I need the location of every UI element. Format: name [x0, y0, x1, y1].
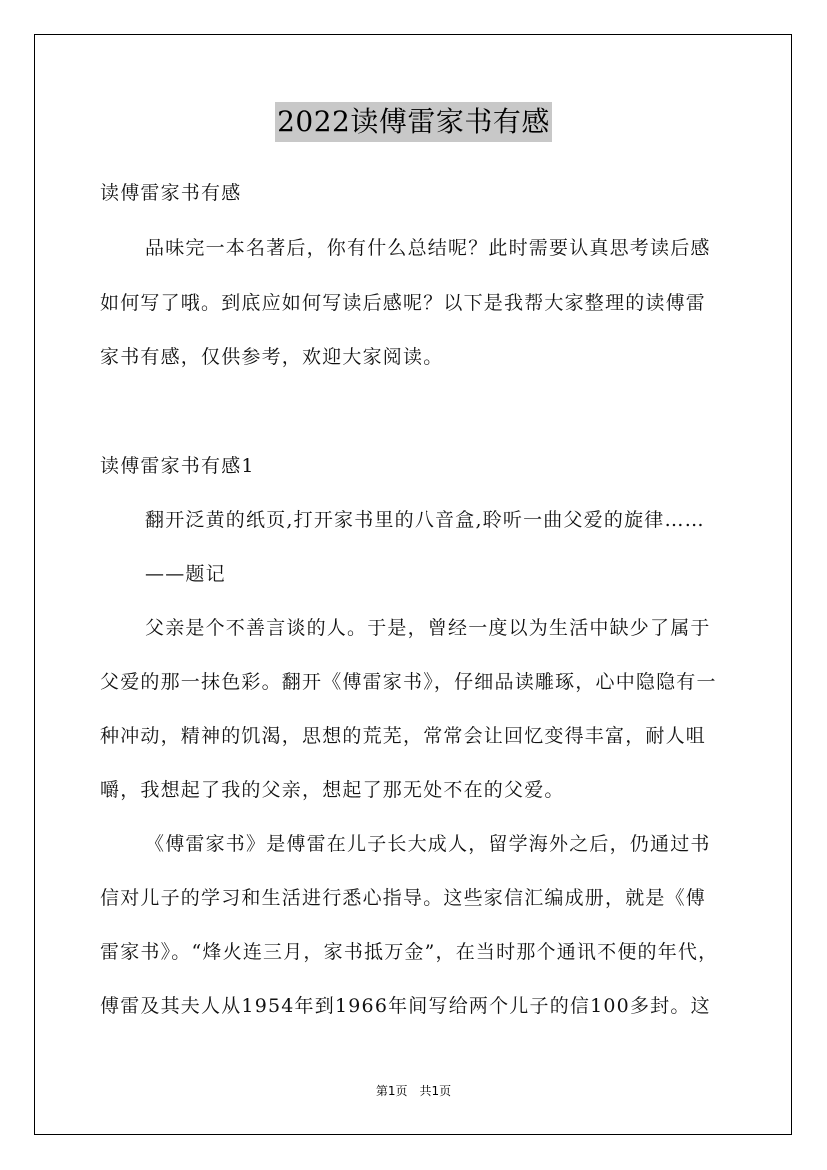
- intro-line: 家书有感，仅供参考，欢迎大家阅读。: [100, 346, 444, 368]
- page-number: 第1页 共1页: [375, 1084, 452, 1098]
- paragraph-line: 嚼，我想起了我的父亲，想起了那无处不在的父爱。: [100, 779, 565, 801]
- paragraph-line: 《傅雷家书》是傅雷在儿子长大成人，留学海外之后，仍通过书: [145, 833, 711, 855]
- paragraph-line: 种冲动，精神的饥渴，思想的荒芜，常常会让回忆变得丰富，耐人咀: [100, 725, 707, 747]
- paragraph-line: 父亲是个不善言谈的人。于是，曾经一度以为生活中缺少了属于: [145, 617, 711, 639]
- section-heading: 读傅雷家书有感1: [100, 455, 255, 477]
- document-title: 2022读傅雷家书有感: [275, 102, 552, 142]
- epigraph: 翻开泛黄的纸页,打开家书里的八音盒,聆听一曲父爱的旋律……: [145, 509, 705, 531]
- intro-line: 如何写了哦。到底应如何写读后感呢？以下是我帮大家整理的读傅雷: [100, 292, 707, 314]
- paragraph-line: 雷家书》。“烽火连三月，家书抵万金”，在当时那个通讯不便的年代，: [100, 941, 719, 963]
- title-wrap: [0, 102, 827, 142]
- subtitle: 读傅雷家书有感: [100, 182, 242, 204]
- epigraph-source: ——题记: [145, 563, 226, 585]
- paragraph-line: 父爱的那一抹色彩。翻开《傅雷家书》，仔细品读雕琢，心中隐隐有一: [100, 671, 717, 693]
- intro-line: 品味完一本名著后，你有什么总结呢？此时需要认真思考读后感: [145, 237, 711, 259]
- paragraph-line: 傅雷及其夫人从1954年到1966年间写给两个儿子的信100多封。这: [100, 995, 711, 1017]
- paragraph-line: 信对儿子的学习和生活进行悉心指导。这些家信汇编成册，就是《傅: [100, 887, 707, 909]
